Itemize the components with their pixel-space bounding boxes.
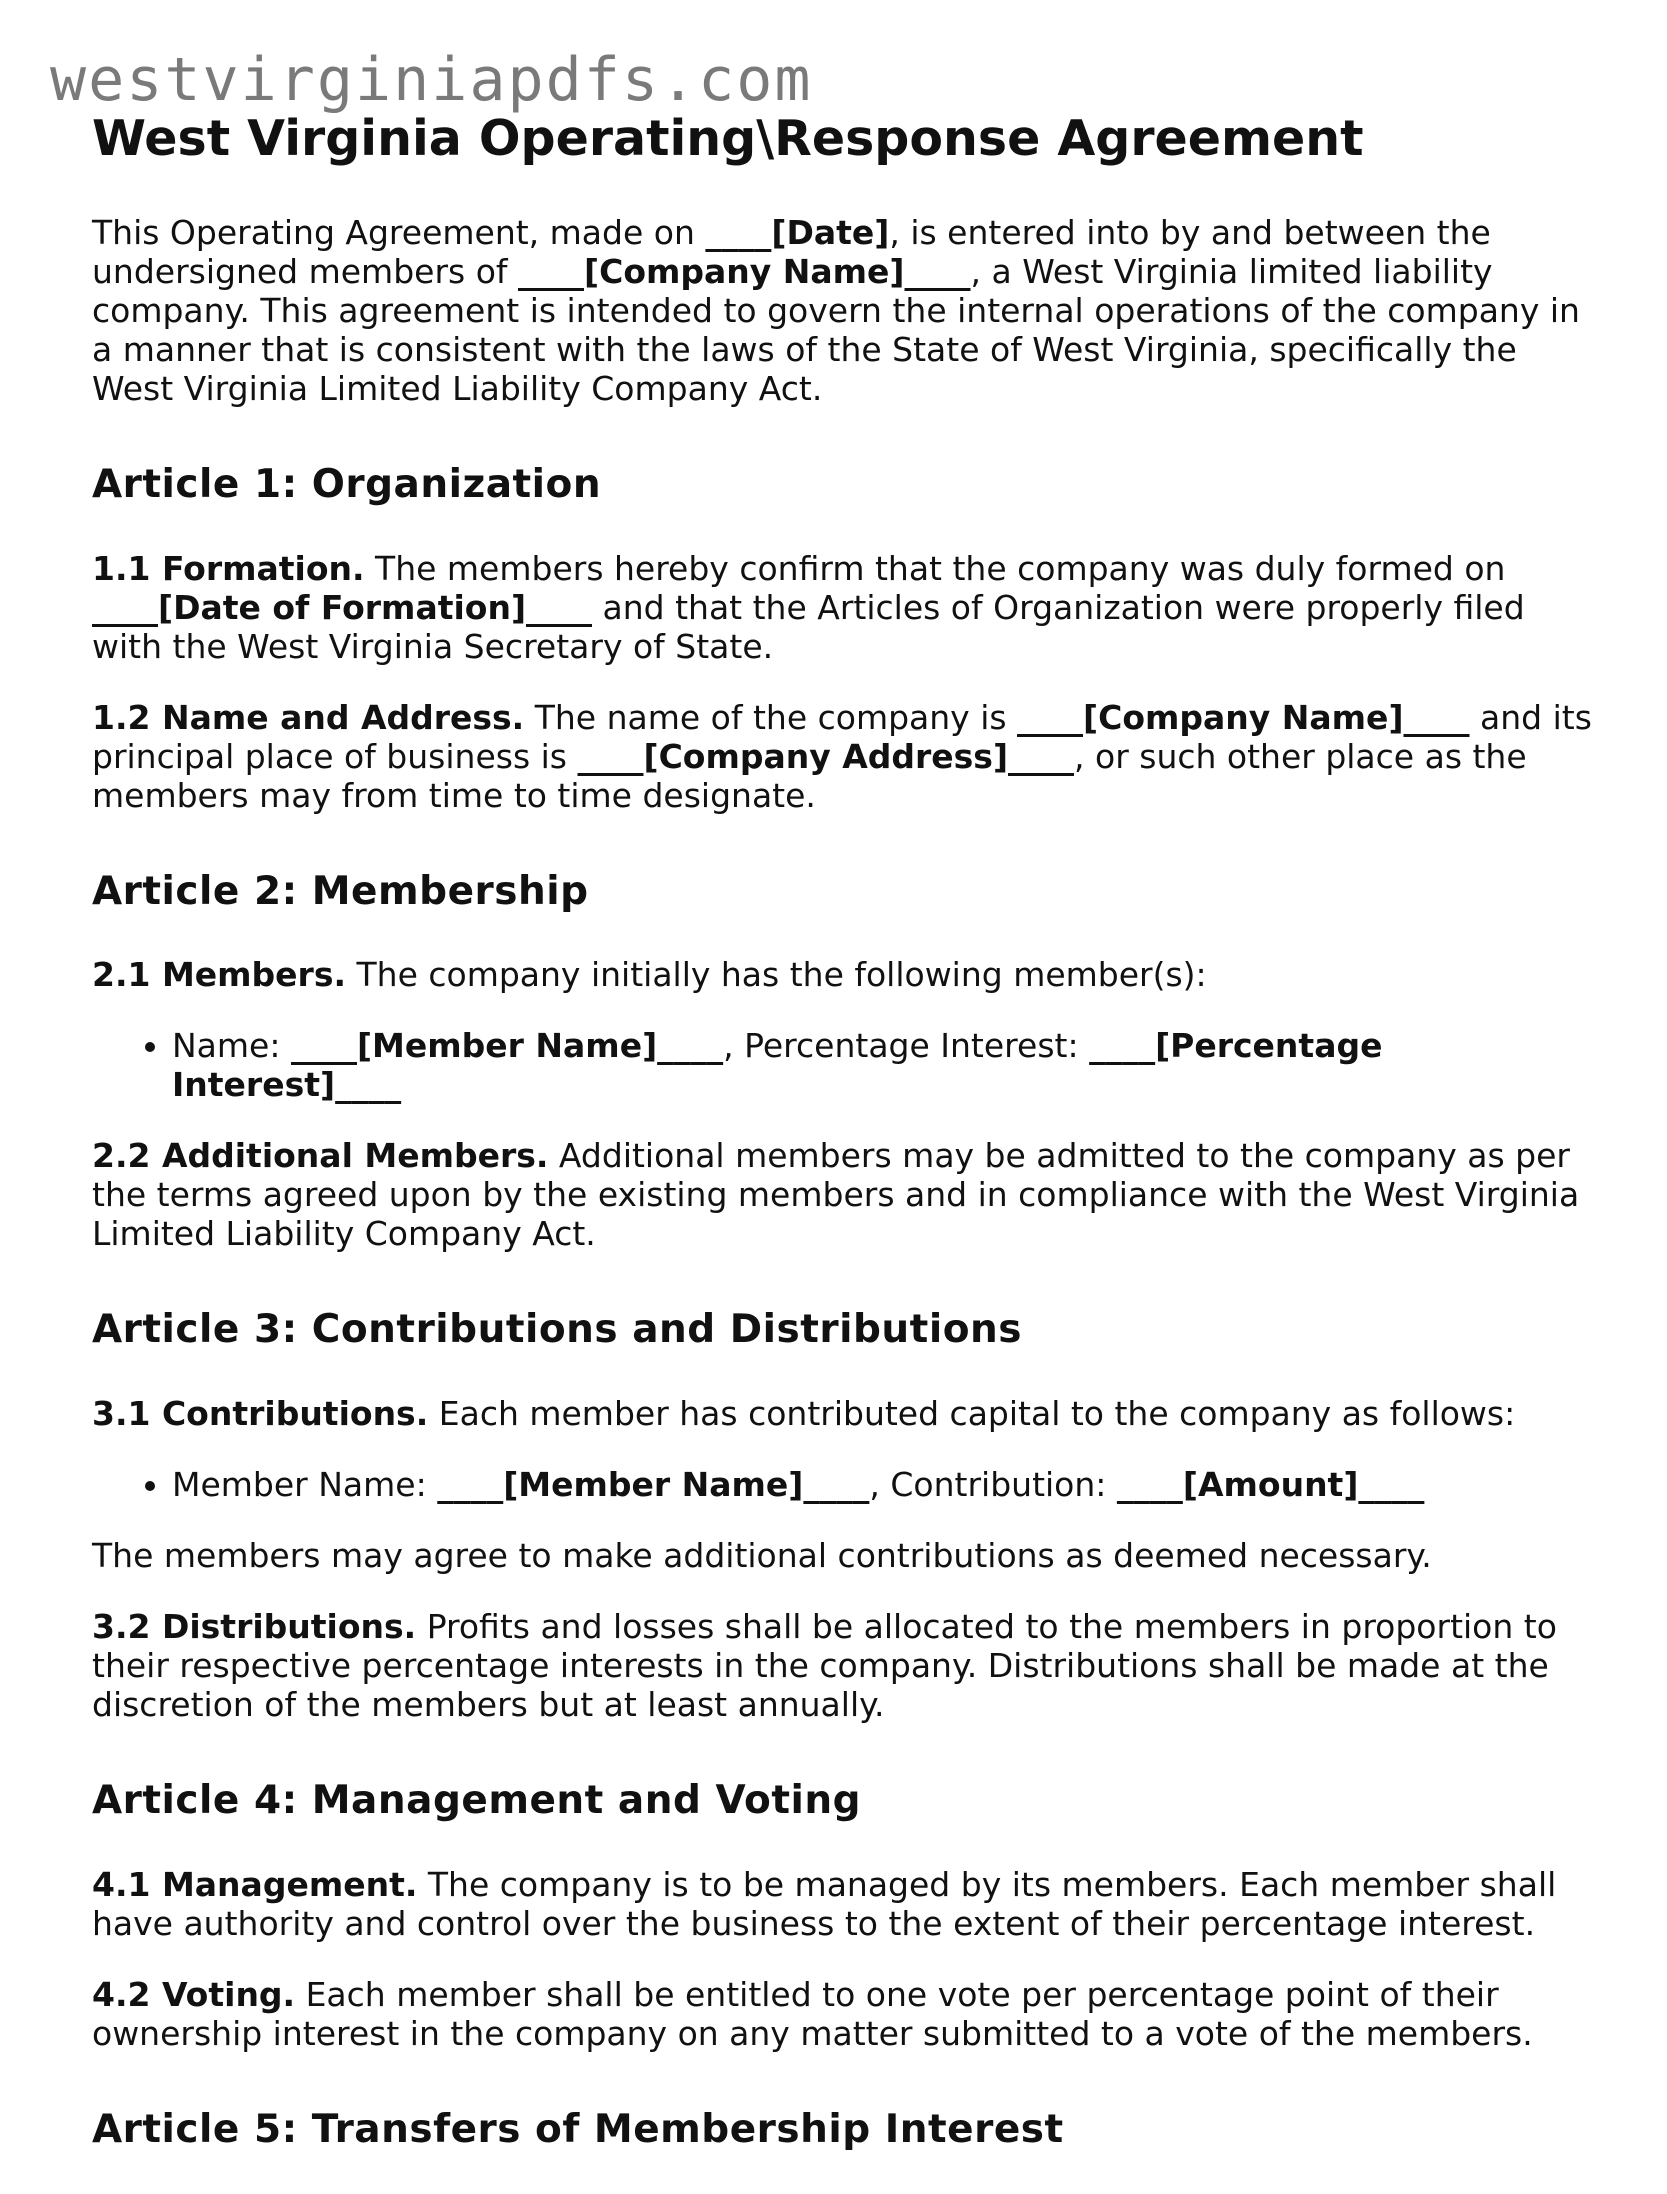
section-2-2-text: Additional members may be admitted to the company as per the terms agreed upon by the existing members and in compliance with the West Virginia Limited Liability Company Act. <box>92 1136 1580 1254</box>
site-watermark: westvirginiapdfs.com <box>50 45 813 115</box>
article-1-heading: Article 1: Organization <box>92 461 602 507</box>
intro-text-3: , a West Virginia limited liability company. This agreement is intended to govern the internal operations of the company in a manner that is consistent with the laws of the State of West Virginia, specifically the West Virginia Limited Liability Company Act. <box>92 251 1580 408</box>
section-1-2-text-1: The name of the company is <box>524 697 1018 737</box>
intro-text-1: This Operating Agreement, made on <box>92 212 706 252</box>
section-4-2-text: Each member shall be entitled to one vote per percentage point of their ownership interest in the company on any matter submitted to a vote of the members. <box>92 1974 1533 2053</box>
section-3-1-label: 3.1 Contributions. <box>92 1394 429 1434</box>
section-1-1 <box>92 549 1592 666</box>
section-4-1-text: The company is to be managed by its members. Each member shall have authority and control over the business to the extent of their percentage interest. <box>92 1864 1557 1943</box>
section-1-1-text-2: and that the Articles of Organization were properly filed with the West Virginia Secretary of State. <box>92 587 1525 666</box>
section-1-2-text-2: and its principal place of business is <box>92 697 1592 776</box>
company-name-placeholder: ____[Company Name]____ <box>1017 697 1470 737</box>
section-3-2-text: Profits and losses shall be allocated to the members in proportion to their respective percentage interests in the company. Distributions shall be made at the discretion of the members but at least annually. <box>92 1607 1557 1725</box>
section-2-1-label: 2.1 Members. <box>92 955 347 995</box>
date-of-formation-placeholder: ____[Date of Formation]____ <box>92 587 593 627</box>
section-4-2-label: 4.2 Voting. <box>92 1974 296 2014</box>
section-3-1-text: Each member has contributed capital to the company as follows: <box>428 1394 1516 1434</box>
article-3-heading: Article 3: Contributions and Distributions <box>92 1307 1022 1353</box>
amount-placeholder: ____[Amount]____ <box>1116 1465 1425 1505</box>
article-5-heading: Article 5: Transfers of Membership Interest <box>92 2106 1064 2152</box>
member-name-placeholder: ____[Member Name]____ <box>290 1026 724 1066</box>
section-1-1-text-1: The members hereby confirm that the company was duly formed on <box>364 548 1506 588</box>
section-1-1-label: 1.1 Formation. <box>92 548 365 588</box>
document-title: West Virginia Operating\Response Agreement <box>92 110 1364 167</box>
member-item-text-2: , Percentage Interest: <box>723 1026 1090 1066</box>
section-4-1 <box>92 1865 1592 1943</box>
section-2-1-text: The company initially has the following member(s): <box>346 955 1207 995</box>
member-list <box>92 1026 1592 1104</box>
article-4-heading: Article 4: Management and Voting <box>92 1778 862 1824</box>
section-3-1 <box>92 1394 1592 1433</box>
section-4-2 <box>92 1975 1592 2053</box>
intro-paragraph <box>92 213 1592 408</box>
intro-text-2: , is entered into by and between the undersigned members of <box>92 212 1491 291</box>
section-3-2-label: 3.2 Distributions. <box>92 1607 417 1647</box>
list-item <box>172 1465 1592 1504</box>
section-4-1-label: 4.1 Management. <box>92 1864 418 1904</box>
document-body <box>92 110 1592 2194</box>
list-item <box>172 1026 1592 1104</box>
contrib-item-text-1: Member Name: <box>172 1465 438 1505</box>
percentage-interest-placeholder: ____[Percentage Interest]____ <box>172 1026 1383 1105</box>
section-1-2 <box>92 698 1592 815</box>
section-3-2 <box>92 1607 1592 1724</box>
contribution-list <box>92 1465 1592 1504</box>
member-item-text-1: Name: <box>172 1026 291 1066</box>
company-address-placeholder: ____[Company Address]____ <box>577 736 1075 776</box>
member-name-placeholder: ____[Member Name]____ <box>437 1465 870 1505</box>
date-placeholder: ____[Date] <box>705 212 890 252</box>
section-1-2-text-3: , or such other place as the members may from time to time designate. <box>92 736 1527 815</box>
section-2-1 <box>92 955 1592 994</box>
section-2-2-label: 2.2 Additional Members. <box>92 1136 549 1176</box>
section-2-2 <box>92 1136 1592 1253</box>
section-1-2-label: 1.2 Name and Address. <box>92 697 525 737</box>
contrib-item-text-2: , Contribution: <box>869 1465 1117 1505</box>
company-name-placeholder: ____[Company Name]____ <box>518 251 971 291</box>
article-2-heading: Article 2: Membership <box>92 868 589 914</box>
additional-contributions-paragraph: The members may agree to make additional contributions as deemed necessary. <box>92 1536 1432 1576</box>
